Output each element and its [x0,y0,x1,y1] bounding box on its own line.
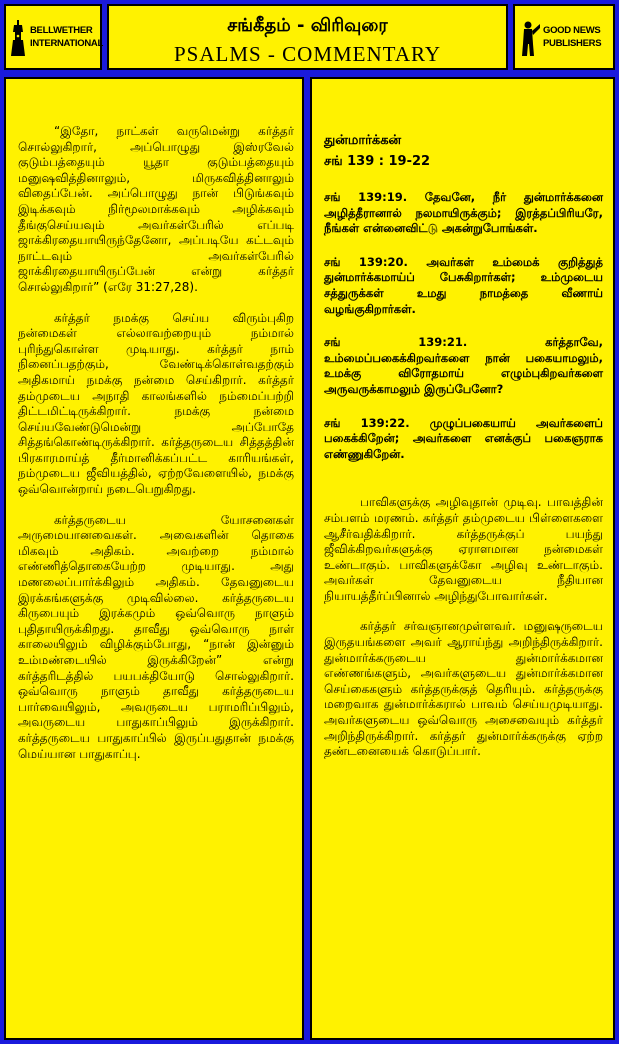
logo-left-line2: INTERNATIONAL [30,38,103,49]
right-paragraph: பாவிகளுக்கு அழிவுதான் முடிவு. பாவத்தின் சம்பளம் மரணம். கர்த்தர் தம்முடைய பிள்ளைகளை ஆசீர்வதிக்கிறார். கர்த்தருக்குப் பயந்து ஜீவிக்கிறவர்களுக்கு ஏராளமான நன்மைகள் உண்டாகும். பாவிகளுக்கோ அழிவு உண்டாகும். அவர்கள் தேவனுடைய நீதியான நியாயத்தீர்ப்பினால் அழிந்துபோவார்கள். [324,495,603,603]
left-paragraph: கர்த்தருடைய யோசனைகள் அருமையானவைகள். அவைகளின் தொகை மிகவும் அதிகம். அவற்றை நம்மால் எண்ணித்தொகையேற்ற முடியாது. அது மணலைப்பார்க்கிலும் அதிகம். தேவனுடைய இரக்கங்களுக்கு முடிவில்லை. கர்த்தருடைய கிருபையும் இரக்கமும் ஒவ்வொரு நாளும் புதிதாயிருக்கிறது. தாவீது ஒவ்வொரு நாள் காலையிலும் விழிக்கும்போது, “நான் இன்னும் உம்மண்டையில் இருக்கிறேன்” என்று கர்த்தரிடத்தில் பயபக்தியோடு சொல்லுகிறார். ஒவ்வொரு நாளும் தாவீது கர்த்தருடைய பார்வையிலும், அவருடைய பராமரிப்பிலும், அவருடைய பாதுகாப்பிலும் இருக்கிறார். கர்த்தருடைய பாதுகாப்பில் இருப்பதுதான் நமக்கு மெய்யான பாதுகாப்பு. [18,512,294,761]
right-column [310,77,615,1040]
verse-list [324,190,603,462]
scripture-reference: சங் 139 : 19-22 [324,154,431,169]
bellwether-logo [10,20,103,56]
herald-figure-icon [519,20,541,56]
logo-right-line1: GOOD NEWS [543,25,601,36]
english-title: PSALMS - COMMENTARY [173,42,442,66]
page-header [107,4,508,70]
left-column-body [18,124,294,777]
tamil-title: சங்கீதம் - விரிவுரை [227,15,388,36]
left-paragraph: கர்த்தர் நமக்கு செய்ய விரும்புகிற நன்மைகள் எல்லாவற்றையும் நம்மால் புரிந்துகொள்ள முடியாது. கர்த்தர் நாம் நினைப்பதற்கும், வேண்டிக்கொள்வதற்கும் அதிகமாய் நமக்கு நன்மை செய்கிறார். கர்த்தர் தம்முடைய அநாதி காலங்களில் நம்மைப்பற்றி திட்டமிட்டிருக்கிறார். நமக்கு நன்மை செய்யவேண்டுமென்று அப்போதே சித்தங்கொண்டிருக்கிறார். கர்த்தருடைய சித்தத்தின் பிரகாரமாய்த் தீர்மானிக்கப்பட்ட காரியங்கள், நம்முடைய ஜீவியத்தில், ஏற்றவேளையில், நமக்கு ஒவ்வொன்றாய் நடைபெறுகிறது. [18,310,294,497]
good-news-logo [519,20,611,56]
left-column [4,77,304,1040]
good-news-logo-panel [513,4,615,70]
bell-tower-icon [10,20,28,56]
section-title: துன்மார்க்கன் [324,133,402,148]
left-paragraph: “இதோ, நாட்கள் வருமென்று கர்த்தர் சொல்லுகிறார், அப்பொழுது இஸ்ரவேல் குடும்பத்தையும் யூதா குடும்பத்தையும் மனுஷவித்தினாலும், மிருகவித்தினாலும் விதைப்பேன். அப்பொழுது நான் பிடுங்கவும் இடிக்கவும் நிர்மூலமாக்கவும் அழிக்கவும் தீங்குசெய்யவும் அவர்கள்பேரில் எப்படி ஜாக்கிரதையாயிருந்தேனோ, அப்படியே கட்டவும் நாட்டவும் அவர்கள்பேரில் ஜாக்கிரதையாயிருப்பேன் என்று கர்த்தர் சொல்லுகிறார்” (எரே 31:27,28). [18,124,294,294]
bellwether-logo-panel [4,4,102,70]
verse-text: சங் 139:20. அவர்கள் உம்மைக் குறித்துத் துன்மார்க்கமாய்ப் பேசுகிறார்கள்; உம்முடைய சத்துருக்கள் உமது நாமத்தை வீணாய் வழங்குகிறார்கள். [324,254,603,316]
right-paragraph: கர்த்தர் சர்வஞானமுள்ளவர். மனுஷருடைய இருதயங்களை அவர் ஆராய்ந்து அறிந்திருக்கிறார். துன்மார்க்கருடைய துன்மார்க்கமான எண்ணங்களும், அவர்களுடைய துன்மார்க்கமான செய்கைகளும் கர்த்தருக்குத் தெரியும். கர்த்தருக்கு மறைவாக துன்மார்க்கரால் பாவம் செய்யமுடியாது. அவர்களுடைய ஒவ்வொரு அசைவையும் கர்த்தர் அறிந்திருக்கிறார். கர்த்தர் துன்மார்க்கருக்கு ஏற்ற தண்டனையைக் கொடுப்பார். [324,619,603,759]
logo-right-line2: PUBLISHERS [543,38,602,49]
verse-text: சங் 139:19. தேவனே, நீர் துன்மார்க்கனை அழித்தீரானால் நலமாயிருக்கும்; இரத்தப்பிரியரே, நீங்கள் என்னைவிட்டு அகன்றுபோங்கள். [324,190,603,236]
verse-text: சங் 139:22. முழுப்பகையாய் அவர்களைப் பகைக்கிறேன்; அவர்களை எனக்குப் பகைஞராக எண்ணுகிறேன். [324,415,603,461]
right-column-body [324,130,603,775]
verse-text: சங் 139:21. கர்த்தாவே, உம்மைப்பகைக்கிறவர்களை நான் பகையாமலும், உமக்கு விரோதமாய் எழும்புகிறவர்களை அருவருக்காமலும் இருப்பேனோ? [324,335,603,396]
logo-left-line1: BELLWETHER [30,25,93,36]
